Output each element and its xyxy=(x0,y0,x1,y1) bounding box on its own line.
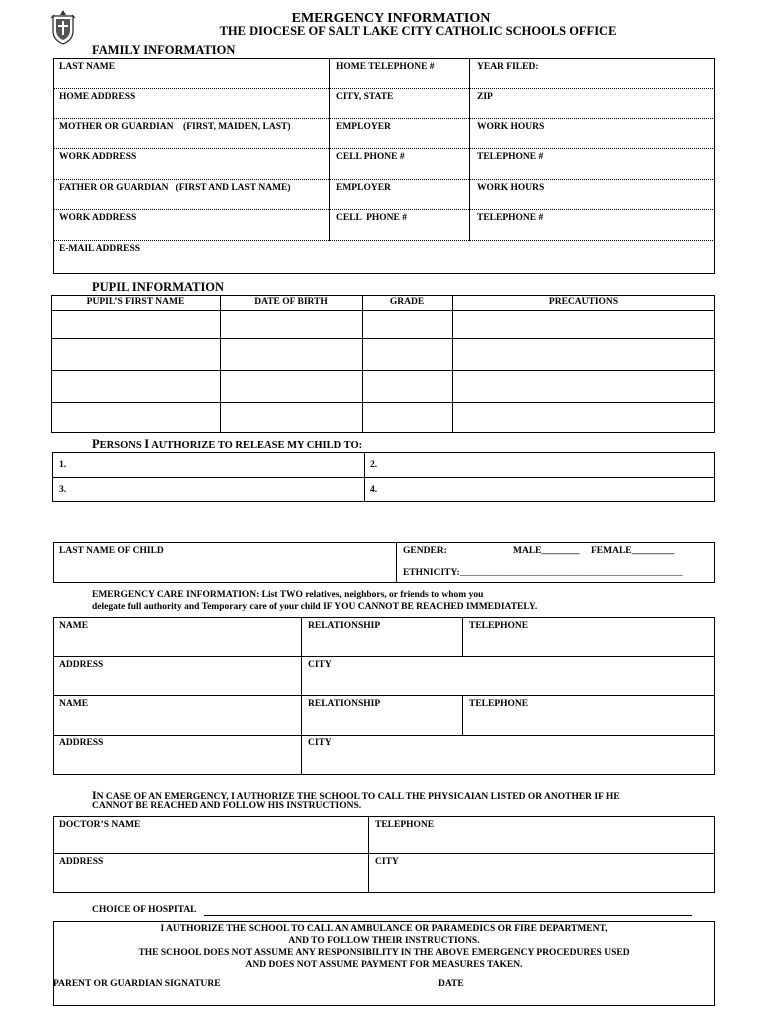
authorization-line-2: AND TO FOLLOW THEIR INSTRUCTIONS. xyxy=(288,936,480,946)
pupil-column-header: GRADE xyxy=(389,297,425,307)
contact-2-address-field[interactable]: ADDRESS xyxy=(59,738,104,748)
contact-1-telephone-field[interactable]: TELEPHONE xyxy=(469,621,529,631)
authorization-line-1: I AUTHORIZE THE SCHOOL TO CALL AN AMBULANCE OR PARAMEDICS OR FIRE DEPARTMENT, xyxy=(160,924,608,934)
father-work-hours-field[interactable]: WORK HOURS xyxy=(477,183,545,193)
home-telephone-field[interactable]: HOME TELEPHONE # xyxy=(336,62,435,72)
page-subtitle: THE DIOCESE OF SALT LAKE CITY CATHOLIC SCHOOLS OFFICE xyxy=(219,24,617,38)
date-field[interactable]: DATE xyxy=(438,979,464,989)
ethnicity-field[interactable]: ETHNICITY:_________________________________________________________ xyxy=(403,567,682,578)
doctor-name-field[interactable]: DOCTOR’S NAME xyxy=(59,820,141,830)
mother-work-hours-field[interactable]: WORK HOURS xyxy=(477,122,545,132)
care-intro-line-2: delegate full authority and Temporary care of your child IF YOU CANNOT BE REACHED IMMEDIATELY. xyxy=(92,602,538,612)
release-person-1-field[interactable]: 1. xyxy=(59,460,67,470)
release-section-heading: PERSONS I AUTHORIZE TO RELEASE MY CHILD TO: xyxy=(92,437,363,451)
authorization-line-4: AND DOES NOT ASSUME PAYMENT FOR MEASURES TAKEN. xyxy=(245,960,523,970)
email-address-field[interactable]: E-MAIL ADDRESS xyxy=(59,244,141,254)
contact-1-address-field[interactable]: ADDRESS xyxy=(59,660,104,670)
family-section-heading: FAMILY INFORMATION xyxy=(92,43,236,57)
zip-field[interactable]: ZIP xyxy=(477,92,493,102)
release-person-4-field[interactable]: 4. xyxy=(370,485,378,495)
contact-2-name-field[interactable]: NAME xyxy=(59,699,89,709)
father-employer-field[interactable]: EMPLOYER xyxy=(336,183,391,193)
contact-1-name-field[interactable]: NAME xyxy=(59,621,89,631)
mother-cell-phone-field[interactable]: CELL PHONE # xyxy=(336,152,405,162)
physician-intro-line-2: CANNOT BE REACHED AND FOLLOW HIS INSTRUCTIONS. xyxy=(92,801,362,811)
pupil-info-table xyxy=(51,295,715,433)
pupil-column-header: PUPIL’S FIRST NAME xyxy=(86,297,185,307)
mother-telephone-field[interactable]: TELEPHONE # xyxy=(477,152,544,162)
male-field[interactable]: MALE________ xyxy=(513,546,580,556)
release-person-3-field[interactable]: 3. xyxy=(59,485,67,495)
contact-1-relationship-field[interactable]: RELATIONSHIP xyxy=(308,621,381,631)
female-field[interactable]: FEMALE_________ xyxy=(591,546,675,556)
pupil-column-header: DATE OF BIRTH xyxy=(254,297,328,307)
doctor-city-field[interactable]: CITY xyxy=(375,857,399,867)
emergency-care-table xyxy=(53,617,715,775)
mother-work-address-field[interactable]: WORK ADDRESS xyxy=(59,152,137,162)
last-name-field[interactable]: LAST NAME xyxy=(59,62,116,72)
father-cell-phone-field[interactable]: CELL PHONE # xyxy=(336,213,407,223)
contact-2-telephone-field[interactable]: TELEPHONE xyxy=(469,699,529,709)
contact-1-city-field[interactable]: CITY xyxy=(308,660,332,670)
father-guardian-field[interactable]: FATHER OR GUARDIAN (FIRST AND LAST NAME) xyxy=(59,183,291,193)
home-address-field[interactable]: HOME ADDRESS xyxy=(59,92,136,102)
city-state-field[interactable]: CITY, STATE xyxy=(336,92,394,102)
contact-2-relationship-field[interactable]: RELATIONSHIP xyxy=(308,699,381,709)
mother-guardian-field[interactable]: MOTHER OR GUARDIAN (FIRST, MAIDEN, LAST) xyxy=(59,122,291,132)
year-filed-field[interactable]: YEAR FILED: xyxy=(477,62,539,72)
release-person-2-field[interactable]: 2. xyxy=(370,460,378,470)
doctor-address-field[interactable]: ADDRESS xyxy=(59,857,104,867)
page-title: EMERGENCY INFORMATION xyxy=(291,11,491,26)
father-work-address-field[interactable]: WORK ADDRESS xyxy=(59,213,137,223)
care-intro-line-1: EMERGENCY CARE INFORMATION: List TWO relatives, neighbors, or friends to whom you xyxy=(92,590,484,600)
pupil-column-header: PRECAUTIONS xyxy=(548,297,619,307)
choice-of-hospital-label: CHOICE OF HOSPITAL xyxy=(92,905,197,915)
authorization-line-3: THE SCHOOL DOES NOT ASSUME ANY RESPONSIBILITY IN THE ABOVE EMERGENCY PROCEDURES USED xyxy=(138,948,630,958)
pupil-section-heading: PUPIL INFORMATION xyxy=(92,280,225,294)
child-last-name-field[interactable]: LAST NAME OF CHILD xyxy=(59,546,164,556)
contact-2-city-field[interactable]: CITY xyxy=(308,738,332,748)
physician-intro-line-1: IN CASE OF AN EMERGENCY, I AUTHORIZE THE SCHOOL TO CALL THE PHYSICAIAN LISTED OR ANOTHER IF HE xyxy=(92,788,620,802)
father-telephone-field[interactable]: TELEPHONE # xyxy=(477,213,544,223)
choice-of-hospital-field[interactable] xyxy=(204,915,692,916)
mother-employer-field[interactable]: EMPLOYER xyxy=(336,122,391,132)
doctor-telephone-field[interactable]: TELEPHONE xyxy=(375,820,435,830)
parent-signature-field[interactable]: PARENT OR GUARDIAN SIGNATURE xyxy=(53,979,221,989)
gender-label: GENDER: xyxy=(403,546,447,556)
family-info-table xyxy=(53,58,715,274)
